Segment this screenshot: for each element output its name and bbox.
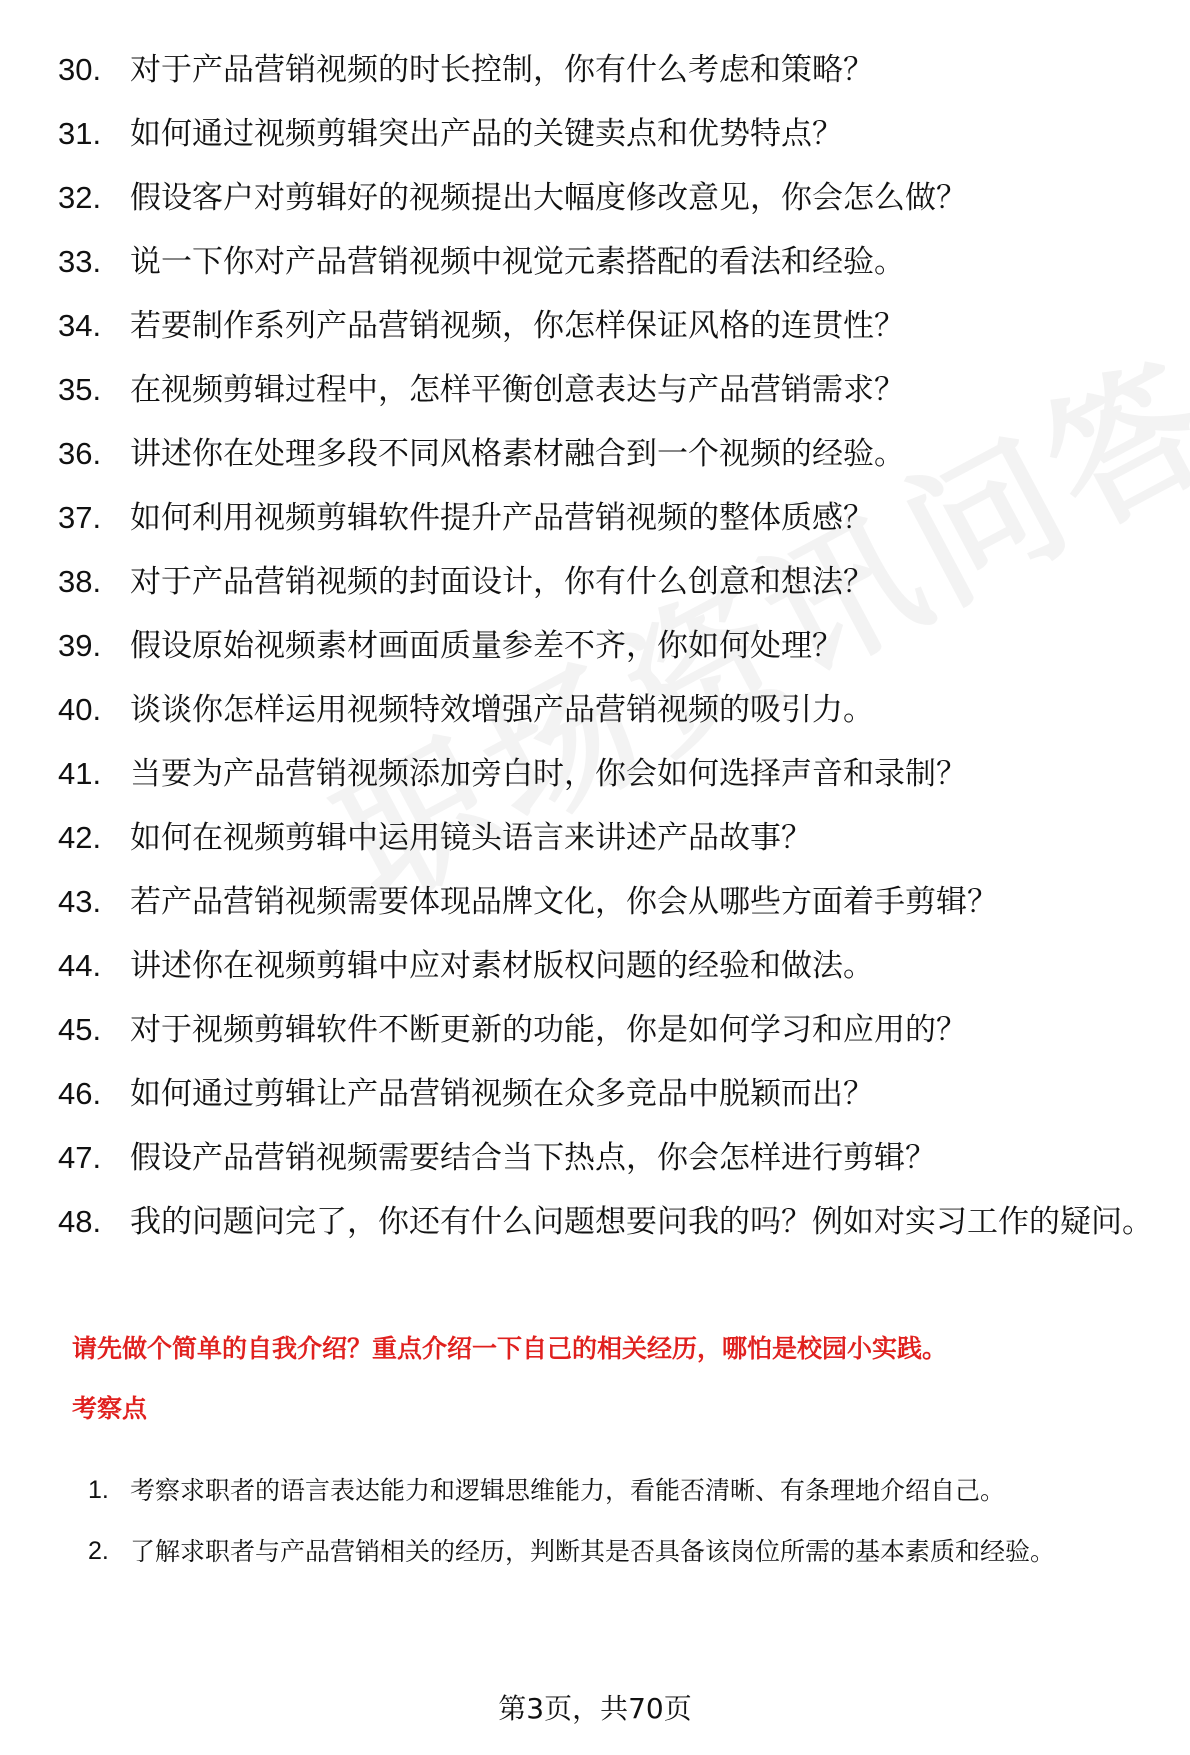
question-text: 假设原始视频素材画面质量参差不齐，你如何处理？: [130, 628, 843, 664]
list-item: [58, 370, 1158, 410]
list-item: [58, 626, 1158, 666]
question-number: 39.: [58, 628, 102, 663]
point-text: 了解求职者与产品营销相关的经历，判断其是否具备该岗位所需的基本素质和经验。: [130, 1537, 1056, 1566]
question-number: 42.: [58, 820, 102, 855]
question-text: 如何利用视频剪辑软件提升产品营销视频的整体质感？: [130, 500, 874, 536]
list-item: [88, 1462, 1158, 1519]
question-number: 30.: [58, 52, 102, 87]
evaluation-points: [88, 1462, 1158, 1584]
question-text: 谈谈你怎样运用视频特效增强产品营销视频的吸引力。: [130, 692, 874, 728]
question-number: 32.: [58, 180, 102, 215]
list-item: [58, 306, 1158, 346]
question-number: 43.: [58, 884, 102, 919]
question-text: 对于产品营销视频的封面设计，你有什么创意和想法？: [130, 564, 874, 600]
question-text: 讲述你在处理多段不同风格素材融合到一个视频的经验。: [130, 436, 905, 472]
question-text: 当要为产品营销视频添加旁白时，你会如何选择声音和录制？: [130, 756, 967, 792]
list-item: [58, 1010, 1158, 1050]
list-item: [58, 882, 1158, 922]
question-text: 说一下你对产品营销视频中视觉元素搭配的看法和经验。: [130, 244, 905, 280]
question-number: 33.: [58, 244, 102, 279]
question-text: 假设产品营销视频需要结合当下热点，你会怎样进行剪辑？: [130, 1140, 936, 1176]
list-item: [58, 50, 1158, 90]
question-number: 48.: [58, 1204, 102, 1239]
list-item: [58, 818, 1158, 858]
question-number: 40.: [58, 692, 102, 727]
page-number: 第3页，共70页: [498, 1692, 692, 1725]
question-number: 45.: [58, 1012, 102, 1047]
list-item: [58, 1074, 1158, 1114]
question-number: 35.: [58, 372, 102, 407]
question-text: 如何通过剪辑让产品营销视频在众多竞品中脱颖而出？: [130, 1076, 874, 1112]
question-text: 假设客户对剪辑好的视频提出大幅度修改意见，你会怎么做？: [130, 180, 967, 216]
list-item: [58, 754, 1158, 794]
question-text: 如何在视频剪辑中运用镜头语言来讲述产品故事？: [130, 820, 812, 856]
question-number: 36.: [58, 436, 102, 471]
section-subheading: 考察点: [72, 1394, 148, 1423]
question-number: 37.: [58, 500, 102, 535]
question-number: 34.: [58, 308, 102, 343]
list-item: [58, 562, 1158, 602]
list-item: [58, 434, 1158, 474]
question-text: 对于视频剪辑软件不断更新的功能，你是如何学习和应用的？: [130, 1012, 967, 1048]
list-item: [88, 1523, 1158, 1580]
question-number: 31.: [58, 116, 102, 151]
question-text: 若要制作系列产品营销视频，你怎样保证风格的连贯性？: [130, 308, 905, 344]
question-number: 47.: [58, 1140, 102, 1175]
section-heading: 请先做个简单的自我介绍？重点介绍一下自己的相关经历，哪怕是校园小实践。: [72, 1334, 948, 1363]
list-item: [58, 498, 1158, 538]
question-number: 38.: [58, 564, 102, 599]
list-item: [58, 242, 1158, 282]
question-number: 41.: [58, 756, 102, 791]
list-item: [58, 690, 1158, 730]
list-item: [58, 114, 1158, 154]
list-item: [58, 1138, 1158, 1178]
point-text: 考察求职者的语言表达能力和逻辑思维能力，看能否清晰、有条理地介绍自己。: [130, 1476, 1006, 1505]
list-item: [58, 946, 1158, 986]
list-item: [58, 1202, 1158, 1242]
question-text: 讲述你在视频剪辑中应对素材版权问题的经验和做法。: [130, 948, 874, 984]
question-text: 若产品营销视频需要体现品牌文化，你会从哪些方面着手剪辑？: [130, 884, 998, 920]
point-number: 1.: [88, 1476, 109, 1504]
question-text: 如何通过视频剪辑突出产品的关键卖点和优势特点？: [130, 116, 843, 152]
point-number: 2.: [88, 1537, 109, 1565]
question-text: 我的问题问完了，你还有什么问题想要问我的吗？例如对实习工作的疑问。: [130, 1204, 1153, 1240]
question-number: 44.: [58, 948, 102, 983]
question-number: 46.: [58, 1076, 102, 1111]
question-text: 在视频剪辑过程中，怎样平衡创意表达与产品营销需求？: [130, 372, 905, 408]
question-list: [58, 50, 1158, 1266]
list-item: [58, 178, 1158, 218]
question-text: 对于产品营销视频的时长控制，你有什么考虑和策略？: [130, 52, 874, 88]
